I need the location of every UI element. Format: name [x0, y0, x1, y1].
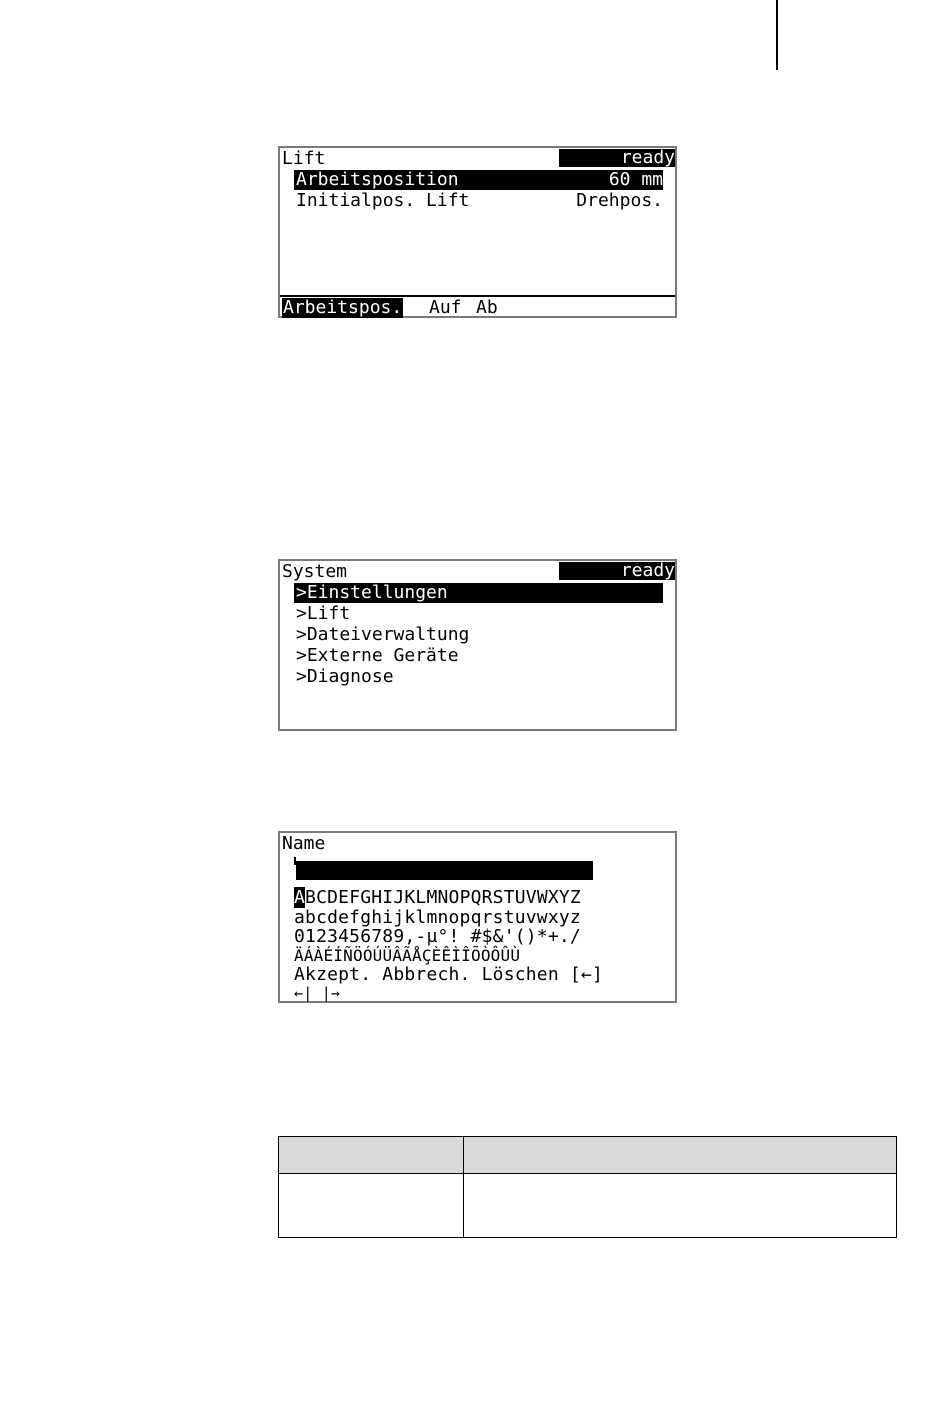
menu-item-einstellungen[interactable]	[294, 583, 663, 603]
reference-table	[278, 1136, 897, 1238]
table-cell	[279, 1174, 464, 1238]
menu-item-label: >Diagnose	[296, 666, 394, 687]
menu-item-diagnose[interactable]	[294, 667, 663, 687]
status-text: ready	[620, 147, 675, 168]
keyboard-row-special[interactable]: ÄÁÀÉÍÑÖÓÚÜÂÃÅÇÈÊÌÎÕÒÔÛÙ	[294, 946, 521, 965]
uppercase-chars[interactable]: BCDEFGHIJKLMNOPQRSTUVWXYZ	[305, 887, 581, 908]
lift-screen	[278, 146, 677, 318]
table-header-cell	[464, 1137, 897, 1174]
keyboard-row-digits[interactable]: 0123456789,-µ°! #$&'()*+./	[294, 926, 581, 947]
menu-item-dateiverwaltung[interactable]	[294, 625, 663, 645]
row-label: Initialpos. Lift	[296, 190, 470, 211]
menu-row-initialpos-lift[interactable]	[294, 191, 663, 211]
softkey-arbeitspos[interactable]: Arbeitspos.	[283, 297, 403, 318]
screen-title: System	[282, 561, 348, 582]
name-input[interactable]	[296, 861, 593, 880]
menu-row-arbeitsposition[interactable]	[294, 170, 663, 190]
system-screen	[278, 559, 677, 731]
keyboard-row-actions[interactable]: Akzept. Abbrech. Löschen [←]	[294, 964, 604, 985]
keyboard-row-lowercase[interactable]: abcdefghijklmnopqrstuvwxyz	[294, 907, 581, 928]
screen-title: Name	[282, 833, 326, 854]
softkey-auf[interactable]: Auf	[429, 297, 462, 318]
selected-char[interactable]: A	[294, 887, 306, 908]
name-entry-screen	[278, 831, 677, 1003]
status-text: ready	[620, 560, 675, 581]
status-badge	[559, 562, 675, 580]
margin-rule	[776, 0, 778, 70]
table-row	[279, 1174, 897, 1238]
table-cell	[464, 1174, 897, 1238]
menu-item-label: >Einstellungen	[296, 582, 448, 603]
row-value: 60 mm	[608, 169, 663, 190]
keyboard-row-uppercase[interactable]	[294, 888, 581, 908]
row-value: Drehpos.	[576, 190, 663, 211]
status-badge	[559, 149, 675, 167]
screen-title: Lift	[282, 148, 326, 169]
menu-item-label: >Lift	[296, 603, 351, 624]
softkey-ab[interactable]: Ab	[476, 297, 498, 318]
row-label: Arbeitsposition	[296, 169, 459, 190]
table-header-cell	[279, 1137, 464, 1174]
menu-item-label: >Externe Geräte	[296, 645, 459, 666]
menu-item-lift[interactable]	[294, 604, 663, 624]
table-header-row	[279, 1137, 897, 1174]
name-title-row	[280, 834, 675, 854]
keyboard-row-arrows[interactable]: ←| |→	[294, 984, 341, 1002]
menu-item-externe-geraete[interactable]	[294, 646, 663, 666]
menu-item-label: >Dateiverwaltung	[296, 624, 470, 645]
